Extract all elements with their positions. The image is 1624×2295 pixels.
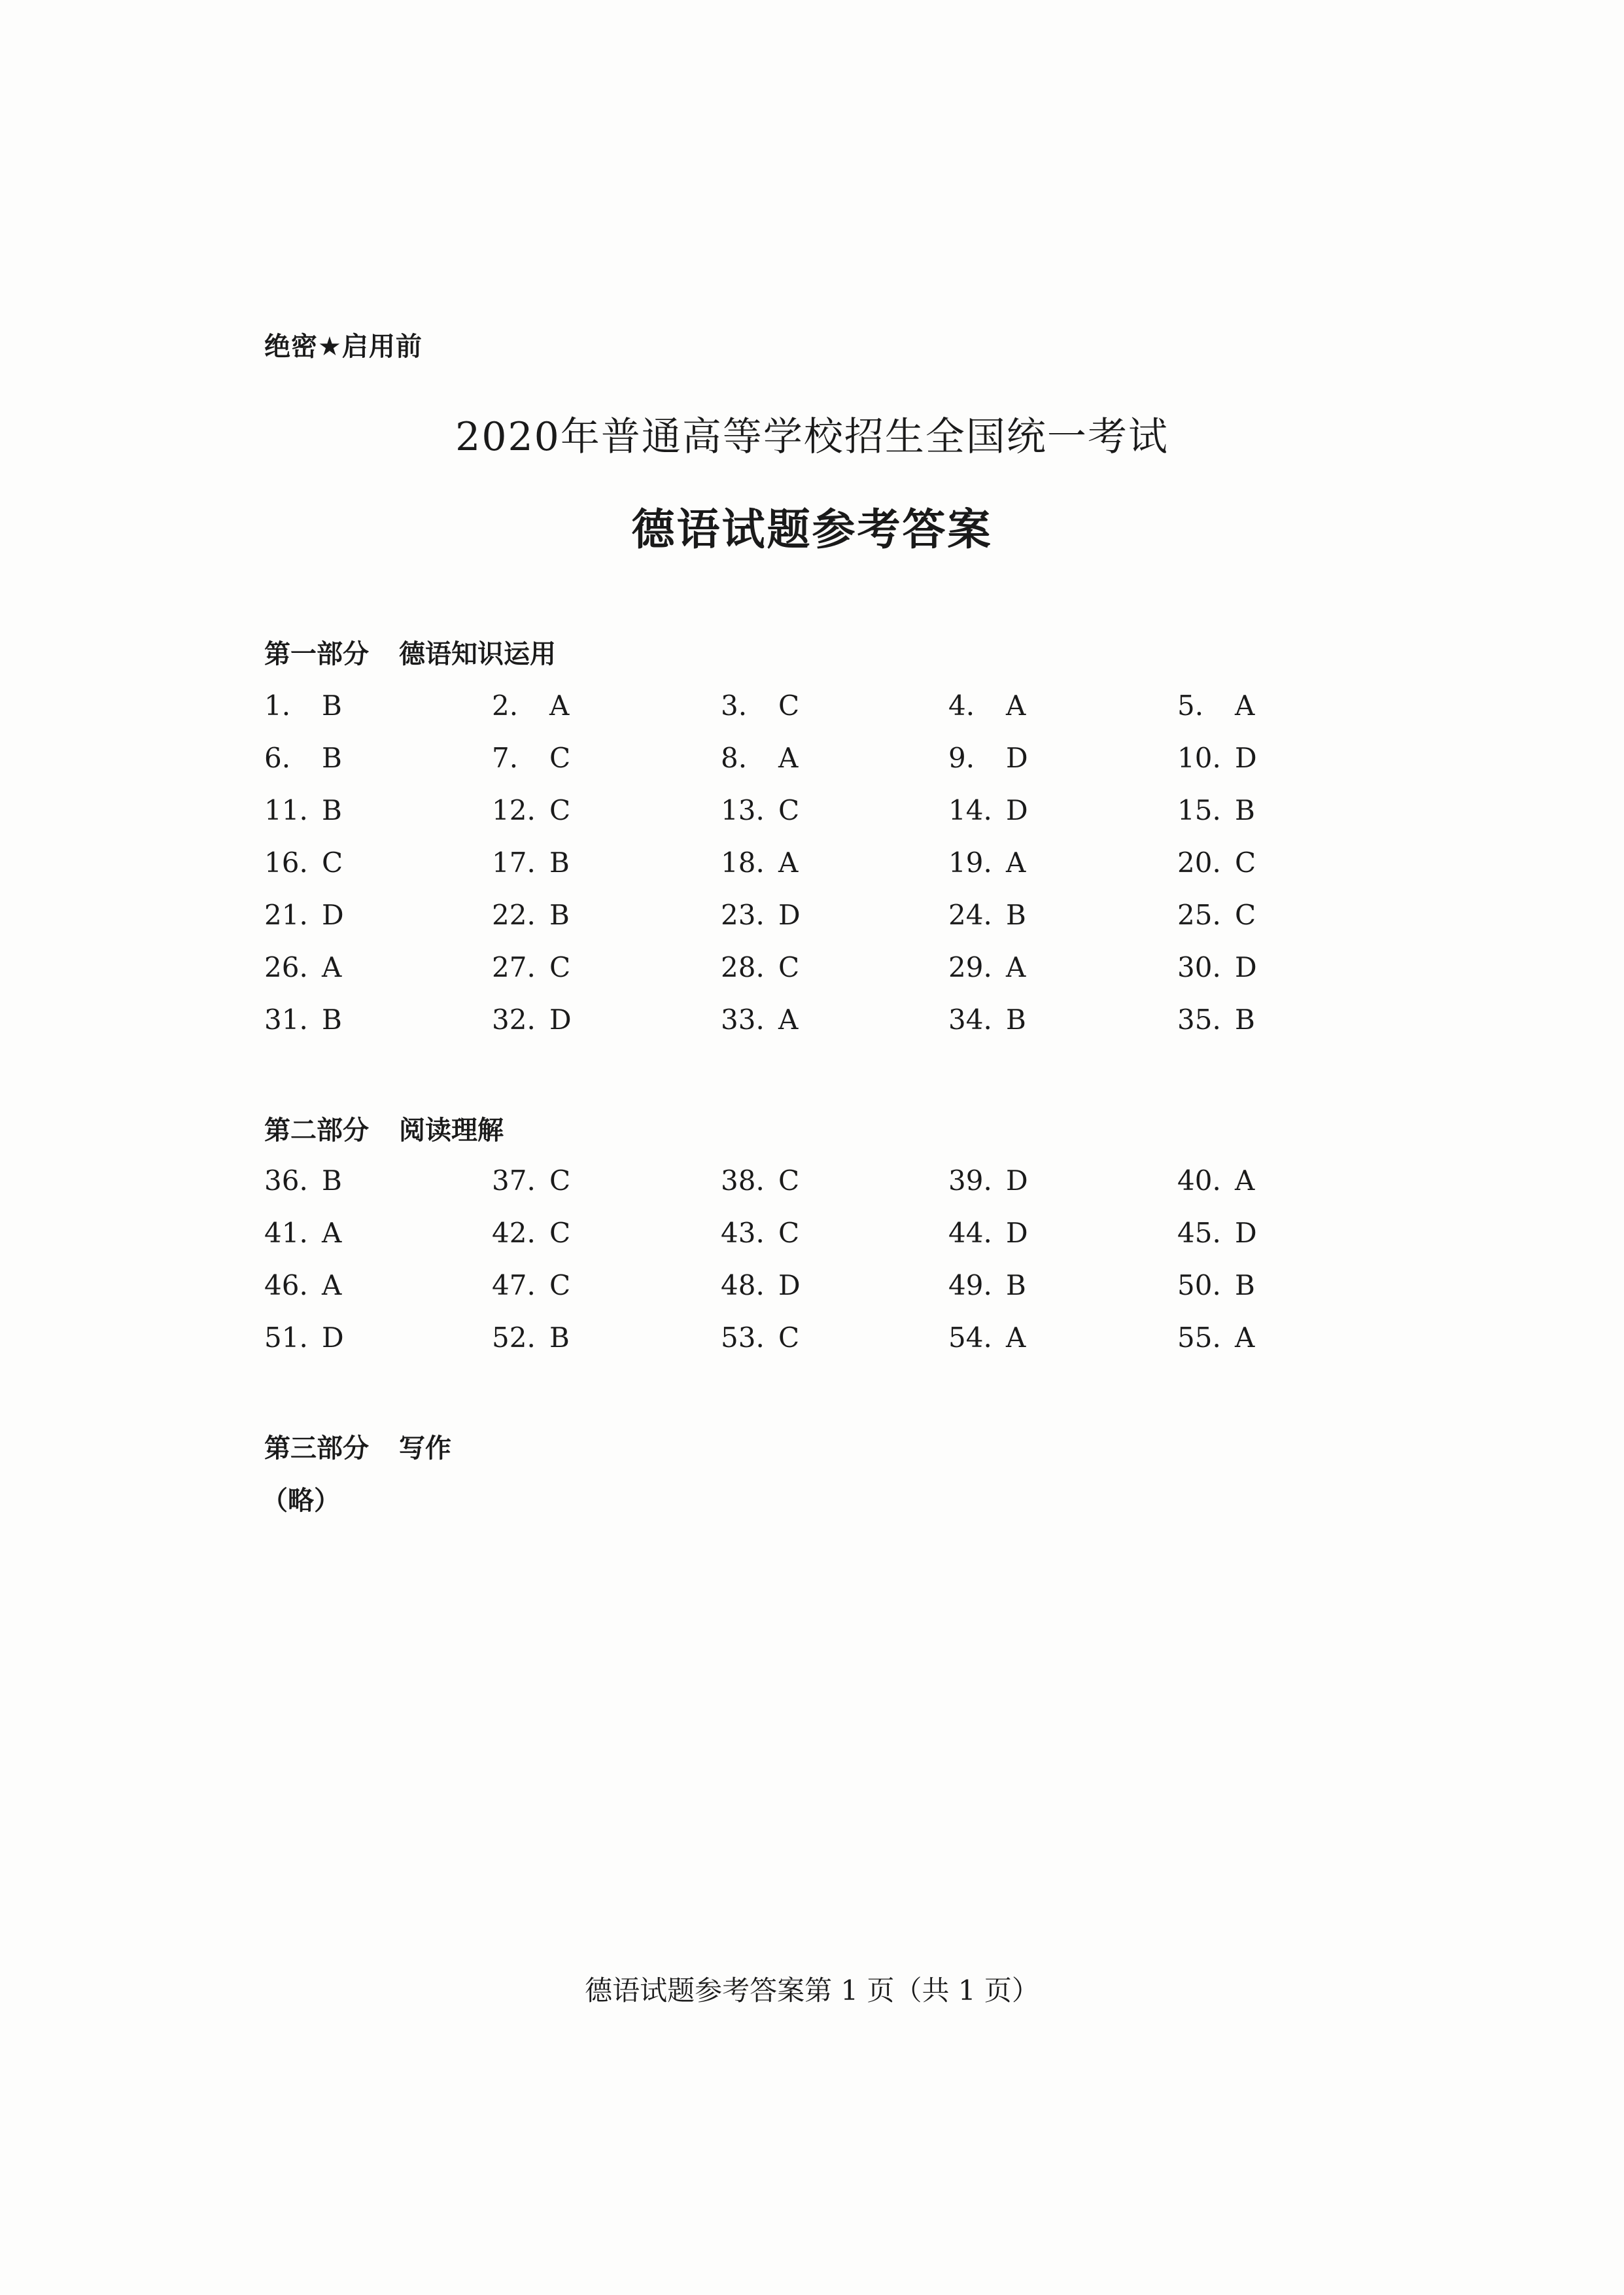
answer-item [721,794,799,826]
answer-item [948,1322,1026,1354]
question-number: 49. [948,1269,992,1301]
section-2-heading [264,1110,504,1147]
answer-letter: D [1006,742,1028,774]
question-number: 18. [721,847,765,879]
section-name: 写作 [399,1433,451,1463]
answer-item [1177,1217,1257,1249]
question-number: 45. [1177,1217,1221,1249]
section-label: 第三部分 [264,1433,369,1463]
question-number: 53. [721,1322,765,1354]
answer-item [948,742,1028,774]
answer-item [1177,951,1257,983]
answer-letter: B [322,742,342,774]
answer-item [492,951,570,983]
answer-letter: D [778,1269,801,1301]
question-number: 48. [721,1269,765,1301]
answer-letter: C [778,690,800,722]
answer-letter: A [1235,690,1255,722]
answer-letter: C [549,1165,571,1197]
answer-letter: B [549,847,570,879]
question-number: 16. [264,847,308,879]
answer-item [264,1165,342,1197]
answer-letter: D [1006,794,1028,826]
answer-letter: B [322,794,342,826]
answer-letter: A [778,847,799,879]
answer-item [948,951,1026,983]
answer-letter: A [322,1269,342,1301]
answer-item [492,742,570,774]
question-number: 13. [721,794,765,826]
answer-item [492,794,570,826]
answer-item [492,847,570,879]
question-number: 36. [264,1165,308,1197]
answer-item [721,1217,799,1249]
answer-item [1177,794,1255,826]
answer-row [264,1269,1285,1322]
answer-letter: C [549,794,571,826]
answer-row [264,847,1285,899]
answer-letter: D [1006,1165,1028,1197]
question-number: 43. [721,1217,765,1249]
question-number: 55. [1177,1322,1221,1354]
section-1-heading [264,633,556,671]
answer-letter: C [778,1322,800,1354]
answer-item [721,1269,801,1301]
question-number: 14. [948,794,992,826]
question-number: 54. [948,1322,992,1354]
question-number: 41. [264,1217,308,1249]
question-number: 35. [1177,1004,1221,1036]
answer-item [264,742,342,774]
answer-item [721,742,798,774]
answer-item [721,690,799,722]
answer-letter: B [1235,1269,1255,1301]
answer-letter: B [322,1165,342,1197]
answer-item [264,951,341,983]
question-number: 17. [492,847,536,879]
question-number: 9. [948,742,975,774]
question-number: 31. [264,1004,308,1036]
answer-item [721,1322,799,1354]
answer-letter: D [322,899,344,931]
answer-row [264,1004,1285,1056]
answer-letter: C [322,847,343,879]
question-number: 44. [948,1217,992,1249]
question-number: 28. [721,951,765,983]
question-number: 32. [492,1004,536,1036]
answer-item [264,1217,341,1249]
question-number: 10. [1177,742,1221,774]
question-number: 6. [264,742,291,774]
question-number: 20. [1177,847,1221,879]
question-number: 38. [721,1165,765,1197]
answer-letter: A [1006,951,1026,983]
answer-item [721,1004,798,1036]
answer-item [492,899,570,931]
answer-letter: B [322,1004,342,1036]
answer-row [264,690,1285,742]
answer-letter: C [549,742,571,774]
answer-item [721,899,801,931]
answer-item [1177,847,1256,879]
answer-letter: C [778,794,800,826]
answer-row [264,1217,1285,1269]
answer-letter: B [1235,794,1255,826]
question-number: 46. [264,1269,308,1301]
answer-letter: B [1006,1004,1026,1036]
section-2-answer-grid [264,1165,1285,1374]
answer-item [492,1217,570,1249]
section-name: 德语知识运用 [399,639,556,669]
answer-letter: D [549,1004,572,1036]
answer-item [948,794,1028,826]
answer-item [1177,899,1256,931]
question-number: 37. [492,1165,536,1197]
answer-item [948,1269,1026,1301]
answer-item [492,1165,570,1197]
answer-letter: A [322,951,342,983]
answer-letter: C [1235,899,1256,931]
section-1-answer-grid [264,690,1285,1056]
answer-letter: A [322,1217,342,1249]
question-number: 2. [492,690,519,722]
section-3-note: （略） [262,1486,340,1516]
question-number: 1. [264,690,291,722]
answer-letter: B [1006,899,1026,931]
answer-letter: C [1235,847,1256,879]
question-number: 24. [948,899,992,931]
question-number: 50. [1177,1269,1221,1301]
answer-row [264,742,1285,794]
answer-letter: A [778,742,799,774]
answer-item [1177,1165,1254,1197]
question-number: 21. [264,899,308,931]
answer-row [264,1165,1285,1217]
answer-letter: A [549,690,570,722]
answer-letter: D [778,899,801,931]
answer-item [492,1322,570,1354]
answer-item [1177,1004,1255,1036]
answer-item [492,1004,572,1036]
answer-item [264,690,342,722]
question-number: 11. [264,794,308,826]
answer-item [948,847,1026,879]
question-number: 26. [264,951,308,983]
answer-letter: D [1235,951,1257,983]
answer-row [264,899,1285,951]
answer-item [721,951,799,983]
answer-item [1177,742,1257,774]
answer-letter: C [549,1269,571,1301]
answer-letter: C [778,1165,800,1197]
answer-item [264,899,344,931]
answer-letter: A [1235,1165,1255,1197]
question-number: 39. [948,1165,992,1197]
question-number: 23. [721,899,765,931]
answer-letter: C [549,1217,571,1249]
answer-item [948,899,1026,931]
answer-letter: C [778,951,800,983]
answer-item [1177,690,1254,722]
question-number: 5. [1177,690,1204,722]
answer-row [264,794,1285,847]
answer-item [264,847,343,879]
question-number: 12. [492,794,536,826]
answer-item [1177,1269,1255,1301]
answer-letter: A [1006,1322,1026,1354]
section-3-heading [264,1428,451,1465]
answer-letter: B [1235,1004,1255,1036]
section-label: 第一部分 [264,639,369,669]
document-title: 德语试题参考答案 [631,504,993,555]
question-number: 15. [1177,794,1221,826]
question-number: 25. [1177,899,1221,931]
answer-letter: A [1235,1322,1255,1354]
answer-item [264,1269,341,1301]
question-number: 33. [721,1004,765,1036]
question-number: 34. [948,1004,992,1036]
answer-item [948,1004,1026,1036]
answer-row [264,1322,1285,1374]
question-number: 3. [721,690,748,722]
answer-letter: D [322,1322,344,1354]
answer-letter: C [549,951,571,983]
question-number: 22. [492,899,536,931]
answer-letter: D [1235,742,1257,774]
answer-letter: A [1006,690,1026,722]
answer-item [264,1004,342,1036]
answer-letter: B [549,899,570,931]
answer-letter: B [1006,1269,1026,1301]
answer-item [721,847,798,879]
confidential-mark: 绝密★启用前 [264,332,423,362]
question-number: 40. [1177,1165,1221,1197]
question-number: 7. [492,742,519,774]
question-number: 52. [492,1322,536,1354]
answer-item [721,1165,799,1197]
question-number: 27. [492,951,536,983]
answer-item [948,1165,1028,1197]
question-number: 4. [948,690,975,722]
question-number: 29. [948,951,992,983]
answer-item [948,690,1026,722]
question-number: 8. [721,742,748,774]
section-name: 阅读理解 [399,1115,504,1146]
answer-letter: B [549,1322,570,1354]
question-number: 51. [264,1322,308,1354]
question-number: 19. [948,847,992,879]
answer-letter: D [1235,1217,1257,1249]
answer-letter: A [778,1004,799,1036]
answer-letter: C [778,1217,800,1249]
answer-item [948,1217,1028,1249]
answer-item [264,1322,344,1354]
answer-item [492,1269,570,1301]
answer-row [264,951,1285,1004]
answer-letter: A [1006,847,1026,879]
question-number: 30. [1177,951,1221,983]
answer-letter: B [322,690,342,722]
question-number: 42. [492,1217,536,1249]
question-number: 47. [492,1269,536,1301]
page-footer: 德语试题参考答案第 1 页（共 1 页） [585,1974,1039,2006]
answer-item [492,690,569,722]
exam-title: 2020年普通高等学校招生全国统一考试 [455,414,1169,460]
section-label: 第二部分 [264,1115,369,1146]
answer-item [264,794,342,826]
answer-letter: D [1006,1217,1028,1249]
answer-item [1177,1322,1254,1354]
